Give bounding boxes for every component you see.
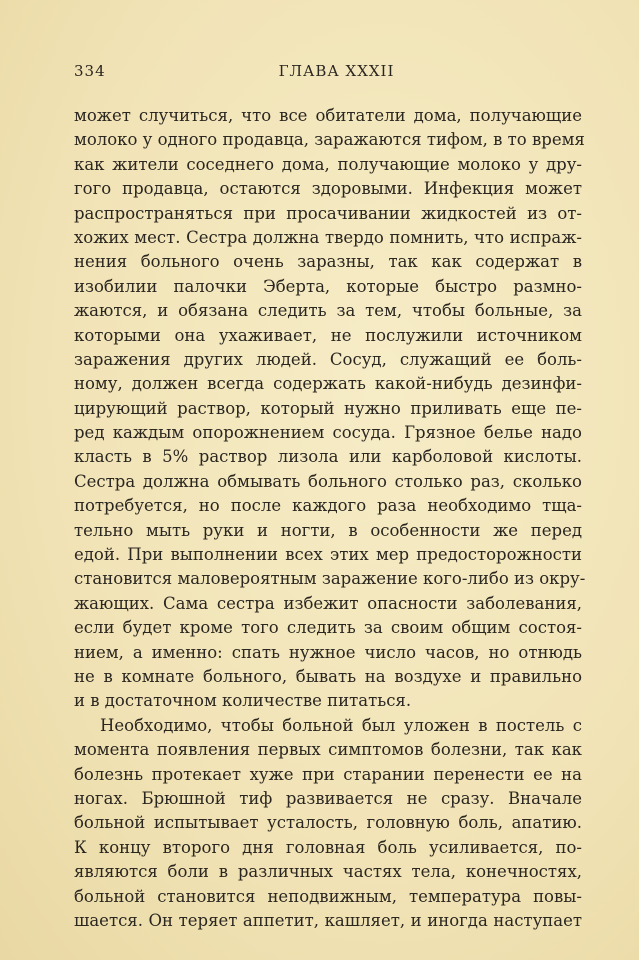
text-line: шается. Он теряет аппетит, кашляет, и иногда наступает	[74, 910, 582, 930]
text-line: жающих. Сама сестра избежит опасности заболевания,	[74, 593, 582, 613]
text-line: цирующий раствор, который нужно приливать еще пе-	[74, 398, 582, 418]
page-header	[74, 62, 579, 84]
text-line: нием, а именно: спать нужное число часов, но отнюдь	[74, 642, 582, 662]
text-line: ред каждым опорожнением сосуда. Грязное белье надо	[74, 423, 582, 443]
page-number: 334	[74, 62, 106, 80]
paragraph-start-line: Необходимо, чтобы больной был уложен в постель с	[100, 715, 582, 735]
text-line: которыми она ухаживает, не послужили источником	[74, 325, 582, 345]
text-line: больной испытывает усталость, головную боль, апатию.	[74, 813, 582, 833]
text-line: тельно мыть руки и ногти, в особенности же перед	[74, 520, 582, 540]
text-line: К концу второго дня головная боль усиливается, по-	[74, 837, 582, 857]
text-line: гого продавца, остаются здоровыми. Инфекция может	[74, 179, 582, 199]
text-line: ному, должен всегда содержать какой-нибудь дезинфи-	[74, 374, 582, 394]
text-line: больной становится неподвижным, температура повы-	[74, 886, 582, 906]
text-line: класть в 5% раствор лизола или карболовой кислоты.	[74, 447, 582, 467]
text-line: распространяться при просачивании жидкостей из от-	[74, 203, 582, 223]
text-line: болезнь протекает хуже при старании перенести ее на	[74, 764, 582, 784]
text-line: ногах. Брюшной тиф развивается не сразу. Вначале	[74, 788, 582, 808]
text-line: жаются, и обязана следить за тем, чтобы больные, за	[74, 301, 582, 321]
text-line: Сестра должна обмывать больного столько раз, сколько	[74, 471, 582, 491]
text-line: хожих мест. Сестра должна твердо помнить, что испраж-	[74, 227, 582, 247]
paragraph-end-line: и в достаточном количестве питаться.	[74, 691, 412, 711]
text-line: изобилии палочки Эберта, которые быстро размно-	[74, 276, 582, 296]
text-line: момента появления первых симптомов болезни, так как	[74, 740, 582, 760]
text-line: как жители соседнего дома, получающие молоко у дру-	[74, 154, 582, 174]
text-line: не в комнате больного, бывать на воздухе и правильно	[74, 666, 582, 686]
text-line: молоко у одного продавца, заражаются тифом, в то время	[74, 130, 585, 150]
text-line: заражения других людей. Сосуд, служащий ее боль-	[74, 349, 582, 369]
chapter-title: ГЛАВА XXXII	[278, 62, 395, 80]
text-line: может случиться, что все обитатели дома, получающие	[74, 106, 582, 125]
text-line: едой. При выполнении всех этих мер предосторожности	[74, 545, 582, 565]
text-line: потребуется, но после каждого раза необходимо тща-	[74, 496, 582, 516]
text-line: являются боли в различных частях тела, конечностях,	[74, 862, 582, 882]
body-text	[74, 104, 586, 933]
text-line: становится маловероятным заражение кого-либо из окру-	[74, 569, 586, 589]
text-line: нения больного очень заразны, так как содержат в	[74, 252, 582, 272]
text-line: если будет кроме того следить за своим общим состоя-	[74, 618, 582, 638]
